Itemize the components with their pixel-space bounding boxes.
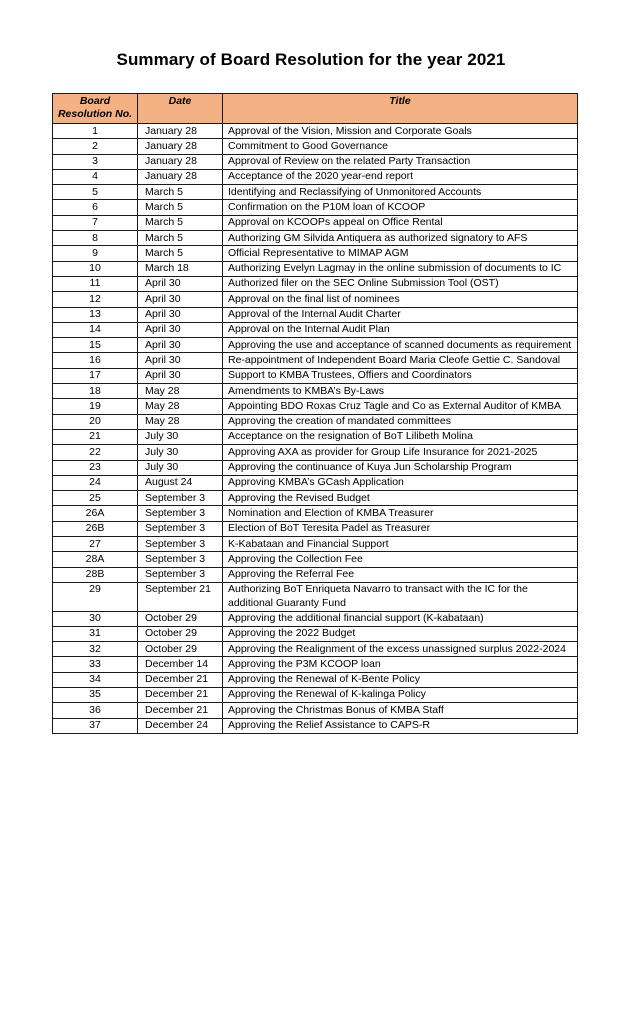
cell-title: Acceptance of the 2020 year-end report: [223, 169, 578, 184]
cell-date: March 5: [138, 185, 223, 200]
cell-date: April 30: [138, 368, 223, 383]
cell-date: December 21: [138, 672, 223, 687]
header-row: [53, 94, 578, 124]
cell-no: 21: [53, 429, 138, 444]
cell-no: 11: [53, 276, 138, 291]
page-title: Summary of Board Resolution for the year 2021: [116, 50, 506, 69]
cell-date: April 30: [138, 307, 223, 322]
table-row: [53, 124, 578, 139]
table-row: [53, 703, 578, 718]
cell-title: Amendments to KMBA’s By-Laws: [223, 384, 578, 399]
table-row: [53, 307, 578, 322]
cell-title: Approving the Revised Budget: [223, 491, 578, 506]
cell-no: 9: [53, 246, 138, 261]
header-cell-date: Date: [138, 94, 223, 124]
cell-no: 34: [53, 672, 138, 687]
cell-date: May 28: [138, 414, 223, 429]
cell-title: Approving the Renewal of K-kalinga Policy: [223, 687, 578, 702]
cell-no: 30: [53, 611, 138, 626]
cell-date: October 29: [138, 642, 223, 657]
cell-title: Authorizing GM Silvida Antiquera as authorized signatory to AFS: [223, 231, 578, 246]
cell-title: Approving the P3M KCOOP loan: [223, 657, 578, 672]
cell-date: October 29: [138, 611, 223, 626]
cell-title: Approval on KCOOPs appeal on Office Rental: [223, 215, 578, 230]
cell-title: Acceptance on the resignation of BoT Lilibeth Molina: [223, 429, 578, 444]
cell-no: 5: [53, 185, 138, 200]
cell-title: Approving the Collection Fee: [223, 552, 578, 567]
cell-title: Approval of the Internal Audit Charter: [223, 307, 578, 322]
cell-no: 7: [53, 215, 138, 230]
cell-date: April 30: [138, 322, 223, 337]
cell-no: 13: [53, 307, 138, 322]
cell-date: July 30: [138, 460, 223, 475]
cell-no: 36: [53, 703, 138, 718]
cell-title: Confirmation on the P10M loan of KCOOP: [223, 200, 578, 215]
cell-no: 35: [53, 687, 138, 702]
cell-date: September 3: [138, 506, 223, 521]
table-row: [53, 169, 578, 184]
table-row: [53, 338, 578, 353]
cell-date: January 28: [138, 139, 223, 154]
cell-no: 29: [53, 582, 138, 611]
cell-date: September 3: [138, 552, 223, 567]
cell-title: Approving the additional financial support (K-kabataan): [223, 611, 578, 626]
cell-date: October 29: [138, 626, 223, 641]
table-row: [53, 185, 578, 200]
cell-no: 2: [53, 139, 138, 154]
cell-title: Re-appointment of Independent Board Maria Cleofe Gettie C. Sandoval: [223, 353, 578, 368]
table-row: [53, 445, 578, 460]
cell-date: September 3: [138, 521, 223, 536]
cell-no: 31: [53, 626, 138, 641]
cell-no: 1: [53, 124, 138, 139]
cell-date: September 21: [138, 582, 223, 611]
table-row: [53, 384, 578, 399]
table-row: [53, 687, 578, 702]
table-row: [53, 399, 578, 414]
table-row: [53, 506, 578, 521]
cell-no: 24: [53, 475, 138, 490]
cell-no: 12: [53, 292, 138, 307]
cell-title: Approval of the Vision, Mission and Corporate Goals: [223, 124, 578, 139]
cell-date: March 5: [138, 200, 223, 215]
table-row: [53, 718, 578, 733]
cell-title: Appointing BDO Roxas Cruz Tagle and Co as External Auditor of KMBA: [223, 399, 578, 414]
cell-title: Authorizing BoT Enriqueta Navarro to transact with the IC for the additional Guaranty Fund: [223, 582, 578, 611]
table-row: [53, 246, 578, 261]
table-row: [53, 322, 578, 337]
cell-title: Identifying and Reclassifying of Unmonitored Accounts: [223, 185, 578, 200]
table-row: [53, 231, 578, 246]
cell-no: 16: [53, 353, 138, 368]
table-row: [53, 642, 578, 657]
cell-no: 20: [53, 414, 138, 429]
cell-date: September 3: [138, 567, 223, 582]
cell-no: 14: [53, 322, 138, 337]
cell-date: January 28: [138, 124, 223, 139]
cell-no: 26B: [53, 521, 138, 536]
cell-title: Official Representative to MIMAP AGM: [223, 246, 578, 261]
cell-date: April 30: [138, 292, 223, 307]
table-row: [53, 611, 578, 626]
header-cell-title: Title: [223, 94, 578, 124]
cell-date: December 14: [138, 657, 223, 672]
cell-title: Approving the creation of mandated committees: [223, 414, 578, 429]
header-cell-resolution-no: Board Resolution No.: [53, 94, 138, 124]
cell-date: September 3: [138, 491, 223, 506]
table-row: [53, 460, 578, 475]
cell-title: Authorizing Evelyn Lagmay in the online submission of documents to IC: [223, 261, 578, 276]
cell-no: 25: [53, 491, 138, 506]
cell-no: 18: [53, 384, 138, 399]
cell-title: Approving KMBA’s GCash Application: [223, 475, 578, 490]
board-resolution-table: [52, 93, 578, 734]
cell-title: Approving the Christmas Bonus of KMBA Staff: [223, 703, 578, 718]
cell-title: Approval of Review on the related Party Transaction: [223, 154, 578, 169]
cell-date: January 28: [138, 169, 223, 184]
cell-date: July 30: [138, 429, 223, 444]
cell-date: May 28: [138, 399, 223, 414]
table-header: [53, 94, 578, 124]
cell-title: Support to KMBA Trustees, Offiers and Coordinators: [223, 368, 578, 383]
cell-date: April 30: [138, 276, 223, 291]
cell-no: 4: [53, 169, 138, 184]
cell-no: 22: [53, 445, 138, 460]
cell-title: Nomination and Election of KMBA Treasurer: [223, 506, 578, 521]
table-row: [53, 475, 578, 490]
table-row: [53, 567, 578, 582]
table-row: [53, 368, 578, 383]
cell-title: Approving the 2022 Budget: [223, 626, 578, 641]
cell-date: January 28: [138, 154, 223, 169]
table-row: [53, 276, 578, 291]
cell-date: April 30: [138, 338, 223, 353]
cell-title: Approving the continuance of Kuya Jun Scholarship Program: [223, 460, 578, 475]
cell-title: Approving the Realignment of the excess unassigned surplus 2022-2024: [223, 642, 578, 657]
cell-title: Commitment to Good Governance: [223, 139, 578, 154]
table-row: [53, 552, 578, 567]
cell-no: 3: [53, 154, 138, 169]
table-row: [53, 414, 578, 429]
cell-date: March 5: [138, 246, 223, 261]
cell-no: 6: [53, 200, 138, 215]
cell-title: Approving the Renewal of K-Bente Policy: [223, 672, 578, 687]
cell-title: Approving the use and acceptance of scanned documents as requirement: [223, 338, 578, 353]
cell-no: 28B: [53, 567, 138, 582]
cell-date: April 30: [138, 353, 223, 368]
cell-no: 26A: [53, 506, 138, 521]
cell-title: Approving AXA as provider for Group Life Insurance for 2021-2025: [223, 445, 578, 460]
cell-no: 37: [53, 718, 138, 733]
table-row: [53, 491, 578, 506]
table-row: [53, 521, 578, 536]
table-row: [53, 200, 578, 215]
cell-date: December 21: [138, 687, 223, 702]
table-row: [53, 657, 578, 672]
cell-no: 17: [53, 368, 138, 383]
cell-title: K-Kabataan and Financial Support: [223, 537, 578, 552]
cell-title: Authorized filer on the SEC Online Submission Tool (OST): [223, 276, 578, 291]
table-row: [53, 672, 578, 687]
cell-date: March 5: [138, 215, 223, 230]
table-row: [53, 626, 578, 641]
cell-date: March 5: [138, 231, 223, 246]
table-body: [53, 124, 578, 734]
cell-no: 23: [53, 460, 138, 475]
table-row: [53, 582, 578, 611]
table-row: [53, 154, 578, 169]
cell-title: Approving the Referral Fee: [223, 567, 578, 582]
table-row: [53, 429, 578, 444]
cell-no: 32: [53, 642, 138, 657]
cell-title: Approval on the Internal Audit Plan: [223, 322, 578, 337]
cell-date: September 3: [138, 537, 223, 552]
cell-title: Approval on the final list of nominees: [223, 292, 578, 307]
table-row: [53, 215, 578, 230]
cell-no: 33: [53, 657, 138, 672]
cell-no: 19: [53, 399, 138, 414]
table-row: [53, 261, 578, 276]
cell-date: December 24: [138, 718, 223, 733]
table-row: [53, 139, 578, 154]
cell-date: March 18: [138, 261, 223, 276]
table-row: [53, 537, 578, 552]
cell-no: 28A: [53, 552, 138, 567]
cell-title: Approving the Relief Assistance to CAPS-R: [223, 718, 578, 733]
cell-no: 15: [53, 338, 138, 353]
table-row: [53, 292, 578, 307]
cell-no: 27: [53, 537, 138, 552]
cell-date: August 24: [138, 475, 223, 490]
table-row: [53, 353, 578, 368]
cell-date: December 21: [138, 703, 223, 718]
cell-no: 10: [53, 261, 138, 276]
cell-date: July 30: [138, 445, 223, 460]
cell-date: May 28: [138, 384, 223, 399]
cell-title: Election of BoT Teresita Padel as Treasurer: [223, 521, 578, 536]
cell-no: 8: [53, 231, 138, 246]
